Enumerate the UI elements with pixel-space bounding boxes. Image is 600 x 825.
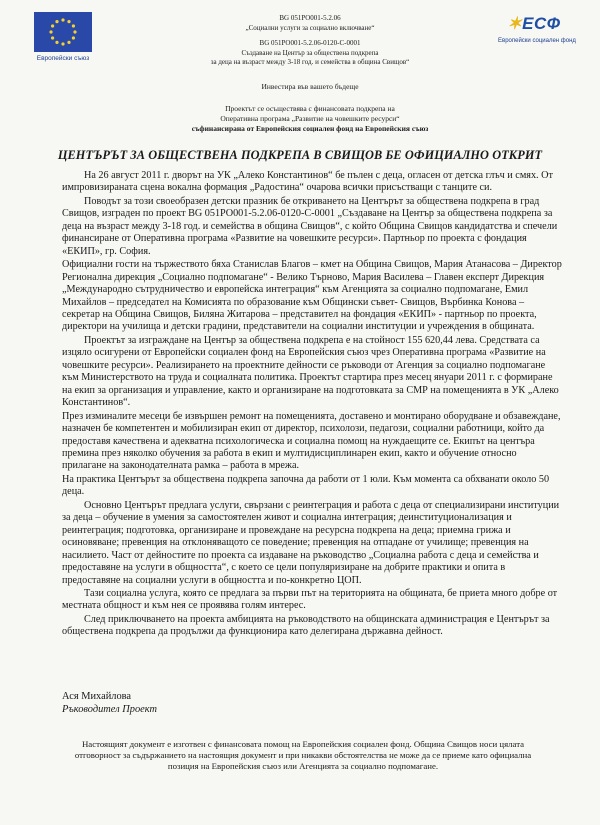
esf-mark-icon: ✶ЕСФ <box>507 14 561 33</box>
footer-disclaimer: Настоящият документ е изготвен с финансовата помощ на Европейския социален фонд. Община Свищов носи цялата отговорност за съдържанието на настоящия документ и при никакви обстоятелства не може да се приеме като официална позиция на Европейския съюз или Агенцията за социално подпомагане. <box>74 739 532 771</box>
paragraph-7: Основно Центърът предлага услуги, свързани с реинтеграция и работа с деца от специализирани институции за деца – обучение в умения за самостоятелен живот и социална интеграция; деинституционализация и реинтеграция; подготовка, организиране и провеждане на ресурсна подкрепа на деца; приемна грижа и осиновяване; превенция на отклоняващото се поведение; превенция на отпадане от училище; превенция на насилието. Част от дейностите по проекта са издаване на ръководство „Социална работа с деца и семейства и предоставяне на услуги в общността“, с което се цели популяризиране на добрите практики и опита в предоставяне на социални услуги в общността и по-конкретно ЦОП. <box>62 499 560 586</box>
paragraph-2: Поводът за този своеобразен детски празник бе откриването на Центърът за обществена подкрепа в град Свищов, изграден по проект BG 051PO001-5.2.06-0120-C-0001 „Създаване на Център за обществена подкрепа за деца на възраст между 3-18 год. и семейства в община Свищов“, с който Община Свищов кандидатства и спечели финансиране от Оперативна програма «Развитие на човешките ресурси». Партньор по проекта с фондация «ЕКИП», гр. София. <box>62 195 558 257</box>
header-line-5: за деца на възраст между 3-18 год. и семейства в община Свищов“ <box>210 58 410 66</box>
paragraph-8: Тази социална услуга, която се предлага за първи път на територията на общината, бе приета много добре от местната общност и към нея се проявява голям интерес. <box>62 587 558 612</box>
esf-logo <box>498 14 576 44</box>
paragraph-4: Проектът за изграждане на Център за обществена подкрепа е на стойност 155 620,44 лева. Средствата са изцяло осигурени от Европейски социален фонд на Европейския съюз чрез Оперативна програма «Развитие на човешките ресурси». Реализирането на проектните дейности се ръководи от Агенция за социално подпомагане към Министерството на труда и социалната политика. Проектът стартира през месец януари 2011 г. с формиране на екип за организация и управление, както и организиране на подготовката за СМР на помещенията в УК „Алеко Константинов“. <box>62 334 559 409</box>
invest-slogan: Инвестира във вашето бъдеще <box>261 82 359 91</box>
header-line-3: BG 051PO001-5.2.06-0120-C-0001 <box>259 39 361 47</box>
paragraph-9: След приключването на проекта амбицията на ръководството на общинската администрация е Центърът за обществена подкрепа да продължи да функционира като делегирана държавна дейност. <box>62 613 550 638</box>
eu-flag-icon <box>34 12 92 52</box>
header-line-1: BG 051PO001-5.2.06 <box>279 14 341 22</box>
eu-caption: Европейски съюз <box>36 55 90 62</box>
signature <box>62 690 157 716</box>
signature-role: Ръководител Проект <box>62 704 158 715</box>
header-line-4: Създаване на Център за обществена подкрепа <box>241 49 379 57</box>
funding-line-1: Проектът се осъществява с финансовата подкрепа на <box>225 104 395 113</box>
paragraph-1: На 26 август 2011 г. дворът на УК „Алеко Константинов“ бе пълен с деца, огласен от детска глъч и смях. От импровизираната сцена вокална формация „Радостина“ очарова всички присъстващи с танците си. <box>62 170 553 194</box>
signature-name: Ася Михайлова <box>62 691 132 702</box>
paragraph-5: През изминалите месеци бе извършен ремонт на помещенията, доставено и монтирано оборудване и обзавеждане, назначен бе компетентен и мобилизиран екип от директор, психолози, педагози, социални работници, който да предоставя качествена и адекватна психологическа и социална помощ на нуждаещите се. Екипът на центъра премина през няколко обучения за работа в екип и мултидисциплинарен екип, както и обучение относно прилагане на законодателната рамка – работа в мрежа. <box>62 410 561 472</box>
eu-logo <box>34 12 92 62</box>
paragraph-3: Официални гости на тържеството бяха Станислав Благов – кмет на Община Свищов, Мария Атанасова – Директор Регионална дирекция „Социално подпомагане“ - Велико Търново, Мария Василева – Главен експерт Дирекция „Международно сътрудничество и европейска интеграция“ към Агенцията за социално подпомагане, Емил Михайлов – председател на Комисията по образование към Общински съвет- Свищов, Върбинка Конова – секретар на Община Свищов, Биляна Житарова – представител на фондация «ЕКИП» - партньор по проекта, директори на училища и детски градини, представители на социални институции и учреждения в общината. <box>62 259 562 333</box>
funding-line-2: Оперативна програма „Развитие на човешките ресурси“ <box>220 114 400 123</box>
page-title: ЦЕНТЪРЪТ ЗА ОБЩЕСТВЕНА ПОДКРЕПА В СВИЩОВ БЕ ОФИЦИАЛНО ОТКРИТ <box>57 148 543 162</box>
paragraph-6: На практика Центърът за обществена подкрепа започна да работи от 1 юли. Към момента са обхванати около 50 деца. <box>62 473 550 498</box>
header-line-2: „Социални услуги за социално включване“ <box>245 24 375 32</box>
funding-line-3: съфинансирана от Европейския социален фонд на Европейския съюз <box>191 124 429 133</box>
esf-caption: Европейски социален фонд <box>498 38 576 44</box>
article-body <box>62 170 562 640</box>
